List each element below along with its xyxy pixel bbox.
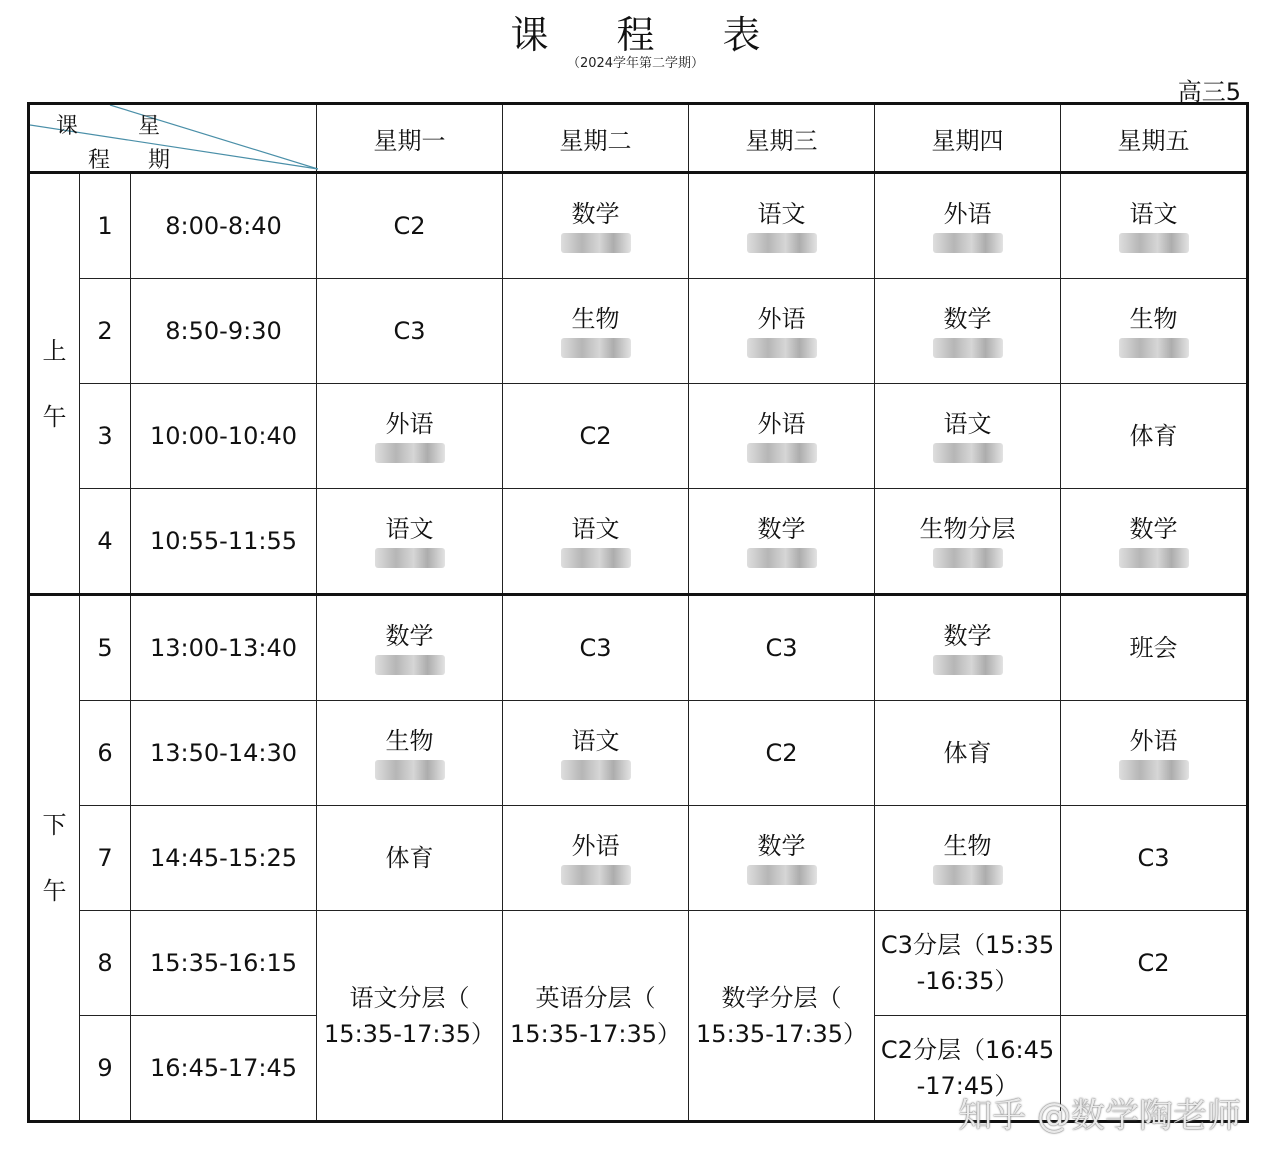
period-row xyxy=(29,911,1248,1016)
subject-label: 数学 xyxy=(385,622,434,650)
schedule-cell xyxy=(875,806,1061,911)
schedule-cell xyxy=(689,701,875,806)
period-time: 10:55-11:55 xyxy=(131,489,317,595)
blurred-teacher-name xyxy=(375,655,445,675)
day-header: 星期四 xyxy=(875,104,1061,173)
period-time: 8:50-9:30 xyxy=(131,279,317,384)
subject-label: 外语 xyxy=(943,200,992,228)
subject-label: 数学 xyxy=(757,832,806,860)
schedule-cell xyxy=(875,173,1061,279)
schedule-cell xyxy=(503,279,689,384)
blurred-teacher-name xyxy=(747,865,817,885)
blurred-teacher-name xyxy=(933,338,1003,358)
period-number: 7 xyxy=(80,806,131,911)
schedule-cell xyxy=(503,595,689,701)
subject-label: 生物 xyxy=(1129,305,1178,333)
corner-label-xing: 星 xyxy=(138,114,161,139)
blurred-teacher-name xyxy=(933,865,1003,885)
period-number: 1 xyxy=(80,173,131,279)
schedule-cell xyxy=(689,595,875,701)
session-label-morning: 上 午 xyxy=(29,173,80,595)
subject-label: 体育 xyxy=(385,844,434,872)
schedule-cell xyxy=(875,595,1061,701)
blurred-teacher-name xyxy=(1119,233,1189,253)
blurred-teacher-name xyxy=(933,655,1003,675)
session-label-afternoon: 下 午 xyxy=(29,595,80,1122)
schedule-cell xyxy=(689,806,875,911)
subject-label: 语文 xyxy=(1129,200,1178,228)
blurred-teacher-name xyxy=(747,233,817,253)
corner-label-cheng: 程 xyxy=(88,148,111,173)
subject-label: 外语 xyxy=(757,410,806,438)
schedule-cell: C2 xyxy=(1061,911,1248,1016)
blurred-teacher-name xyxy=(933,233,1003,253)
schedule-cell xyxy=(875,279,1061,384)
period-row xyxy=(29,701,1248,806)
blurred-teacher-name xyxy=(1119,338,1189,358)
schedule-cell xyxy=(317,701,503,806)
schedule-cell xyxy=(503,489,689,595)
schedule-cell xyxy=(317,173,503,279)
timetable xyxy=(27,102,1249,1123)
subject-label: C2 xyxy=(765,739,798,767)
layered-cell: 数学分层（ 15:35-17:35） xyxy=(689,911,875,1122)
day-header: 星期一 xyxy=(317,104,503,173)
period-number: 3 xyxy=(80,384,131,489)
schedule-cell xyxy=(689,384,875,489)
schedule-cell xyxy=(1061,489,1248,595)
period-row xyxy=(29,173,1248,279)
blurred-teacher-name xyxy=(561,548,631,568)
subject-label: C3 xyxy=(765,634,798,662)
schedule-cell xyxy=(317,806,503,911)
subject-label: C2 xyxy=(393,212,426,240)
blurred-teacher-name xyxy=(375,760,445,780)
layered-cell: C2分层（16:45 -17:45） xyxy=(875,1016,1061,1122)
period-time: 16:45-17:45 xyxy=(131,1016,317,1122)
subject-label: 体育 xyxy=(943,739,992,767)
subject-label: 班会 xyxy=(1129,634,1178,662)
watermark: 知乎 @数学陶老师 xyxy=(958,1096,1241,1136)
blurred-teacher-name xyxy=(561,233,631,253)
schedule-cell xyxy=(875,384,1061,489)
subject-label: 数学 xyxy=(571,200,620,228)
blurred-teacher-name xyxy=(375,443,445,463)
semester-subtitle: （2024学年第二学期） xyxy=(566,56,705,71)
schedule-cell xyxy=(689,173,875,279)
blurred-teacher-name xyxy=(561,865,631,885)
corner-label-ke: 课 xyxy=(56,114,79,139)
schedule-cell xyxy=(875,701,1061,806)
blurred-teacher-name xyxy=(561,338,631,358)
class-name: 高三5 xyxy=(1177,78,1241,106)
schedule-cell xyxy=(317,384,503,489)
subject-label: 语文 xyxy=(385,515,434,543)
schedule-cell xyxy=(1061,806,1248,911)
layered-cell: 语文分层（ 15:35-17:35） xyxy=(317,911,503,1122)
schedule-cell xyxy=(1061,279,1248,384)
blurred-teacher-name xyxy=(933,443,1003,463)
day-header: 星期五 xyxy=(1061,104,1248,173)
schedule-cell xyxy=(503,384,689,489)
schedule-cell xyxy=(317,279,503,384)
subject-label: 外语 xyxy=(385,410,434,438)
period-number: 5 xyxy=(80,595,131,701)
subject-label: 语文 xyxy=(571,727,620,755)
period-time: 15:35-16:15 xyxy=(131,911,317,1016)
period-time: 10:00-10:40 xyxy=(131,384,317,489)
subject-label: 生物 xyxy=(385,727,434,755)
page-title: 课程表 xyxy=(510,13,829,57)
subject-label: C3 xyxy=(1137,844,1170,872)
blurred-teacher-name xyxy=(933,548,1003,568)
schedule-cell xyxy=(689,489,875,595)
corner-header xyxy=(29,104,317,173)
subject-label: C3 xyxy=(579,634,612,662)
layered-cell: 英语分层（ 15:35-17:35） xyxy=(503,911,689,1122)
period-row xyxy=(29,384,1248,489)
period-time: 13:50-14:30 xyxy=(131,701,317,806)
period-number: 4 xyxy=(80,489,131,595)
period-time: 8:00-8:40 xyxy=(131,173,317,279)
schedule-cell xyxy=(503,806,689,911)
blurred-teacher-name xyxy=(375,548,445,568)
day-header: 星期三 xyxy=(689,104,875,173)
subject-label: 外语 xyxy=(571,832,620,860)
schedule-cell xyxy=(1061,173,1248,279)
blurred-teacher-name xyxy=(747,548,817,568)
header-row xyxy=(29,104,1248,173)
period-number: 6 xyxy=(80,701,131,806)
subject-label: 生物 xyxy=(571,305,620,333)
subject-label: 生物分层 xyxy=(919,515,1016,543)
period-time: 14:45-15:25 xyxy=(131,806,317,911)
subject-label: 体育 xyxy=(1129,422,1178,450)
subject-label: 外语 xyxy=(757,305,806,333)
period-number: 8 xyxy=(80,911,131,1016)
blurred-teacher-name xyxy=(747,443,817,463)
period-row xyxy=(29,595,1248,701)
period-row xyxy=(29,489,1248,595)
subject-label: C2 xyxy=(579,422,612,450)
schedule-cell xyxy=(875,489,1061,595)
subject-label: 数学 xyxy=(943,622,992,650)
schedule-cell xyxy=(689,279,875,384)
schedule-cell xyxy=(317,489,503,595)
schedule-cell xyxy=(317,595,503,701)
subject-label: 外语 xyxy=(1129,727,1178,755)
subject-label: 数学 xyxy=(943,305,992,333)
subject-label: 语文 xyxy=(571,515,620,543)
period-time: 13:00-13:40 xyxy=(131,595,317,701)
corner-label-qi: 期 xyxy=(148,148,171,173)
blurred-teacher-name xyxy=(1119,548,1189,568)
period-row xyxy=(29,806,1248,911)
blurred-teacher-name xyxy=(1119,760,1189,780)
schedule-cell xyxy=(1061,595,1248,701)
period-number: 2 xyxy=(80,279,131,384)
schedule-cell xyxy=(503,701,689,806)
schedule-cell xyxy=(1061,701,1248,806)
subject-label: 语文 xyxy=(943,410,992,438)
layered-cell: C3分层（15:35 -16:35） xyxy=(875,911,1061,1016)
period-row xyxy=(29,279,1248,384)
subject-label: 生物 xyxy=(943,832,992,860)
subject-label: 数学 xyxy=(1129,515,1178,543)
blurred-teacher-name xyxy=(747,338,817,358)
period-number: 9 xyxy=(80,1016,131,1122)
schedule-cell xyxy=(503,173,689,279)
subject-label: C3 xyxy=(393,317,426,345)
schedule-cell xyxy=(1061,384,1248,489)
day-header: 星期二 xyxy=(503,104,689,173)
blurred-teacher-name xyxy=(561,760,631,780)
subject-label: 数学 xyxy=(757,515,806,543)
subject-label: 语文 xyxy=(757,200,806,228)
